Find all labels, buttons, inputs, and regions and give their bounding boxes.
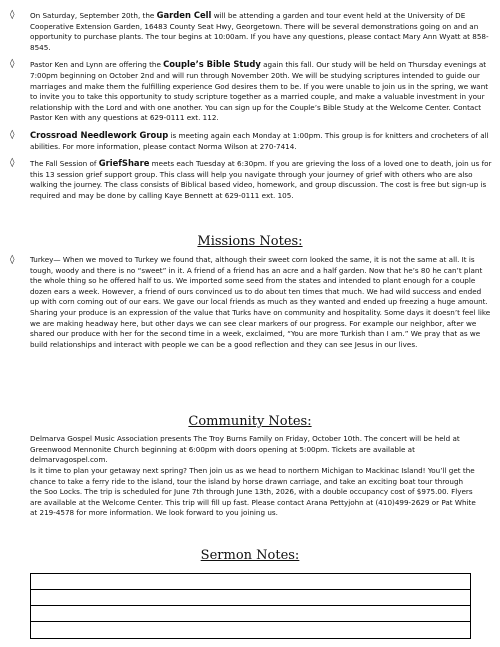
announcement-text — [30, 10, 492, 53]
announcement-post: again this fall. Our study will be held on Thursday evenings at 7:00pm beginning on October 2nd and will run through November 20th. We will be studying scriptures intended to guide our marriages and make them the fulfilling experience God desires them to be. If you were unable to join us in the spring, we want to invite you to take this opportunity to study scripture together as a married couple, and make a valuable investment in your relationship with the Lord and with one another. You can sign up for the Couple’s Bible Study at the Welcome Center. Contact Pastor Ken with any questions at 629-0111 ext. 112. — [30, 60, 489, 123]
announcement-pre: The Fall Session of — [30, 159, 99, 169]
announcement-highlight: Couple’s Bible Study — [163, 59, 261, 70]
announcement-highlight: Crossroad Needlework Group — [30, 129, 169, 140]
announcement-griefshare — [8, 158, 492, 201]
announcement-garden-cell — [8, 10, 492, 53]
announcement-post: is meeting again each Monday at 1:00pm. This group is for knitters and crocheters of all abilities. For more information, please contact Norma Wilson at 270-7414. — [30, 130, 489, 151]
sermon-notes-line[interactable] — [31, 590, 470, 606]
announcement-post: will be attending a garden and tour event held at the University of DE Cooperative Extension Garden, 16483 County Seat Hwy, Georgetown. There will be several demonstrations going on and an opportunity to purchase plants. The tour begins at 10:00am. If you have any questions, please contact Mary Ann Wyatt at 858-8545. — [30, 11, 489, 52]
announcement-highlight: Garden Cell — [156, 10, 212, 20]
announcement-text — [30, 130, 492, 152]
community-concert-paragraph: Delmarva Gospel Music Association presents The Troy Burns Family on Friday, October 10th. The concert will be held at Greenwood Mennonite Church beginning at 6:00pm with doors opening at 5:00pm. Tickets are available at delmarvagospel.com. — [30, 434, 460, 465]
missions-heading: Missions Notes: — [197, 234, 303, 249]
diamond-bullet-icon: ◊ — [10, 158, 15, 169]
missions-text: Turkey— When we moved to Turkey we found that, although their sweet corn looked the same, it is not the same at all. It is tough, woody and there is no “sweet” in it. A friend of a friend has an acre and a half garden. Now that he’s 80 he can’t plant the whole thing so he offered half to us. We imported some seed from the states and intended to plant enough for a couple dozen ears a week. However, a friend of ours convinced us to do about ten times that much. We had wild success and ended up with corn coming out of our ears. We gave our local friends as much as they wanted and ended up freezing a huge amount. Sharing your produce is an expression of the value that Turks have on community and hospitality. Some days it doesn’t feel like we are making headway here, but other days we can see clear markers of our progress. For example our neighbor, after we shared our produce with her for the second time in a week, exclaimed, “You are more Turkish than I am.” We pray that as we build relationships and interact with people we can be a good reflection and they can see Jesus in our lives. — [30, 255, 491, 349]
missions-item — [8, 255, 492, 350]
diamond-bullet-icon: ◊ — [10, 59, 15, 70]
community-trip-paragraph: Is it time to plan your getaway next spring? Then join us as we head to northern Michigan to Mackinac Island! You’ll get the chance to take a ferry ride to the island, tour the island by horse drawn carriage, and take an exciting boat tour through the Soo Locks. The trip is scheduled for June 7th through June 13th, 2026, with a double occupancy cost of $975.00. Flyers are available at the Welcome Center. This trip will fill up fast. Please contact Arana Pettyjohn at (410)499-2629 or Pat White at 219-4578 for more information. We look forward to you joining us. — [30, 466, 476, 518]
announcement-post: meets each Tuesday at 6:30pm. If you are grieving the loss of a loved one to death, join us for this 13 session grief support group. This class will help you navigate through your journey of grief with others who are also walking the journey. The class consists of Biblical based video, homework, and group discussion. The cost is free but sign-up is required and may be done by calling Kaye Bennett at 629-0111 ext. 105. — [30, 159, 492, 200]
sermon-notes-line[interactable] — [31, 606, 470, 622]
community-heading: Community Notes: — [188, 414, 312, 429]
announcement-needlework-group — [8, 130, 492, 152]
announcement-highlight: GriefShare — [98, 158, 150, 169]
sermon-notes-box — [30, 573, 471, 639]
sermon-notes-line[interactable] — [31, 622, 470, 638]
diamond-bullet-icon: ◊ — [10, 10, 15, 20]
sermon-notes-line[interactable] — [31, 574, 470, 590]
announcement-pre: On Saturday, September 20th, the — [30, 11, 157, 20]
diamond-bullet-icon: ◊ — [10, 129, 15, 140]
diamond-bullet-icon: ◊ — [10, 255, 15, 265]
announcement-couples-bible-study — [8, 59, 492, 124]
announcement-pre: Pastor Ken and Lynn are offering the — [30, 60, 164, 70]
sermon-heading: Sermon Notes: — [200, 548, 300, 563]
announcements-list — [8, 10, 492, 208]
announcement-text — [30, 158, 492, 201]
announcement-text — [30, 59, 492, 124]
